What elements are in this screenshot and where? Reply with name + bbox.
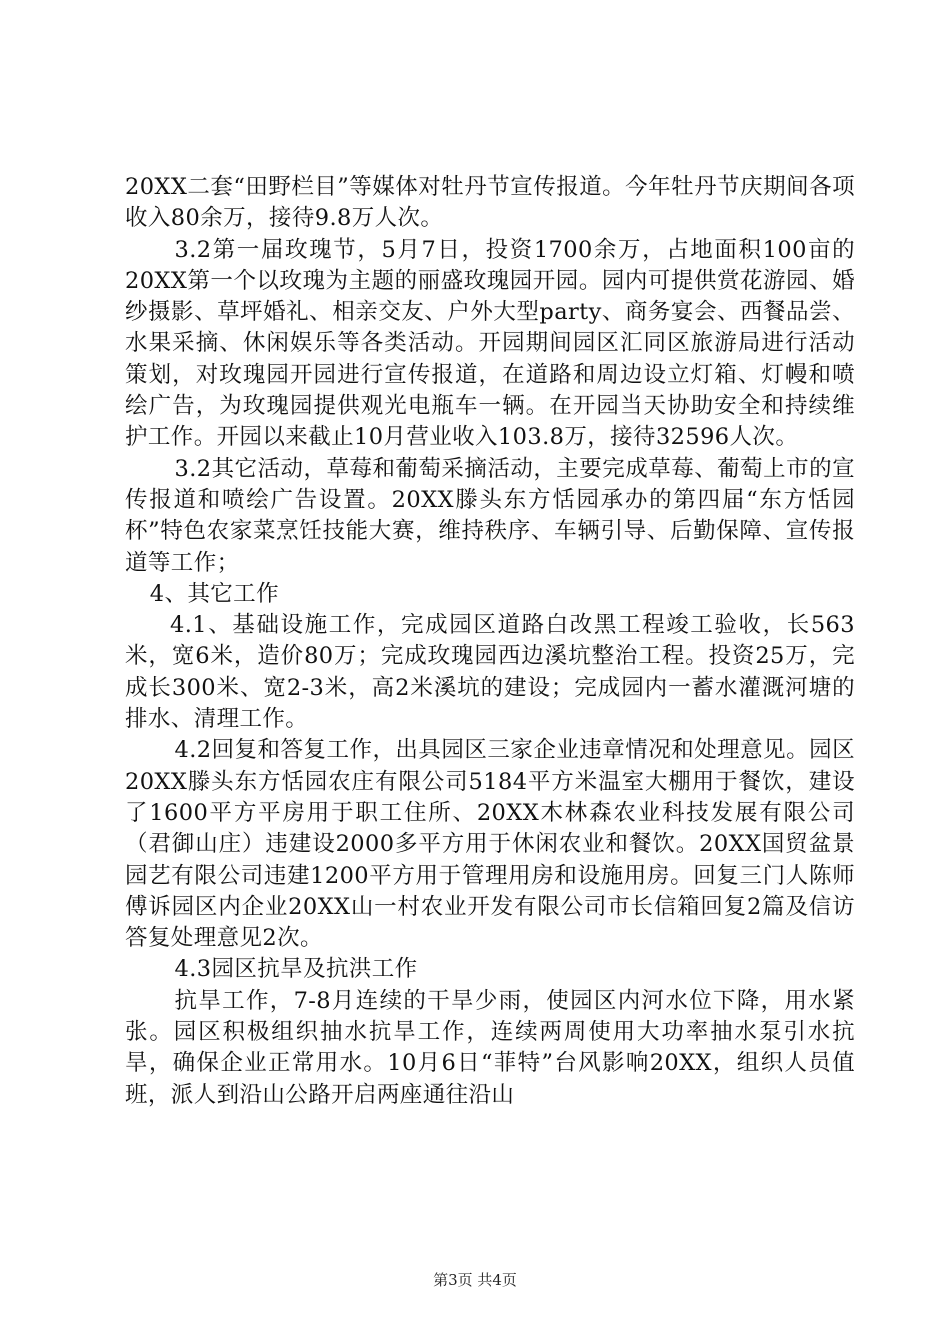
paragraph-drought-work: 抗旱工作，7-8月连续的干旱少雨，使园区内河水位下降，用水紧张。园区积极组织抽水抗旱工作，连续两周使用大功率抽水泵引水抗旱，确保企业正常用水。10月6日“菲特”台风影响20XX，组织人员值班，派人到沿山公路开启两座通往沿山 <box>125 987 855 1108</box>
paragraph-peony-festival-continued: 20XX二套“田野栏目”等媒体对牡丹节宣传报道。今年牡丹节庆期间各项收入80余万，接待9.8万人次。 <box>125 174 855 232</box>
paragraph-replies: 4.2回复和答复工作，出具园区三家企业违章情况和处理意见。园区20XX滕头东方恬园农庄有限公司5184平方米温室大棚用于餐饮，建设了1600平方平房用于职工住所、20XX木林森农业科技发展有限公司（君御山庄）违建设2000多平方用于休闲农业和餐饮。20XX国贸盆景园艺有限公司违建1200平方用于管理用房和设施用房。回复三门人陈师傅诉园区内企业20XX山一村农业开发有限公司市长信箱回复2篇及信访答复处理意见2次。 <box>125 737 855 952</box>
page-footer: 第3页 共4页 <box>433 1271 517 1289</box>
subheading-drought-flood: 4.3园区抗旱及抗洪工作 <box>174 956 418 983</box>
paragraph-rose-festival: 3.2第一届玫瑰节，5月7日，投资1700余万，占地面积100亩的20XX第一个以玫瑰为主题的丽盛玫瑰园开园。园内可提供赏花游园、婚纱摄影、草坪婚礼、相亲交友、户外大型party、商务宴会、西餐品尝、水果采摘、休闲娱乐等各类活动。开园期间园区汇同区旅游局进行活动策划，对玫瑰园开园进行宣传报道，在道路和周边设立灯箱、灯幔和喷绘广告，为玫瑰园提供观光电瓶车一辆。在开园当天协助安全和持续维护工作。开园以来截止10月营业收入103.8万，接待32596人次。 <box>125 236 855 451</box>
paragraph-other-activities: 3.2其它活动，草莓和葡萄采摘活动，主要完成草莓、葡萄上市的宣传报道和喷绘广告设置。20XX滕头东方恬园承办的第四届“东方恬园杯”特色农家菜烹饪技能大赛，维持秩序、车辆引导、后勤保障、宣传报道等工作； <box>125 455 855 576</box>
document-body <box>125 172 855 1111</box>
section-heading-other-work: 4、其它工作 <box>149 580 279 607</box>
paragraph-infrastructure: 4.1、基础设施工作，完成园区道路白改黑工程竣工验收，长563米，宽6米，造价80万；完成玫瑰园西边溪坑整治工程。投资25万，完成长300米、宽2-3米，高2米溪坑的建设；完成园内一蓄水灌溉河塘的排水、清理工作。 <box>125 612 855 733</box>
